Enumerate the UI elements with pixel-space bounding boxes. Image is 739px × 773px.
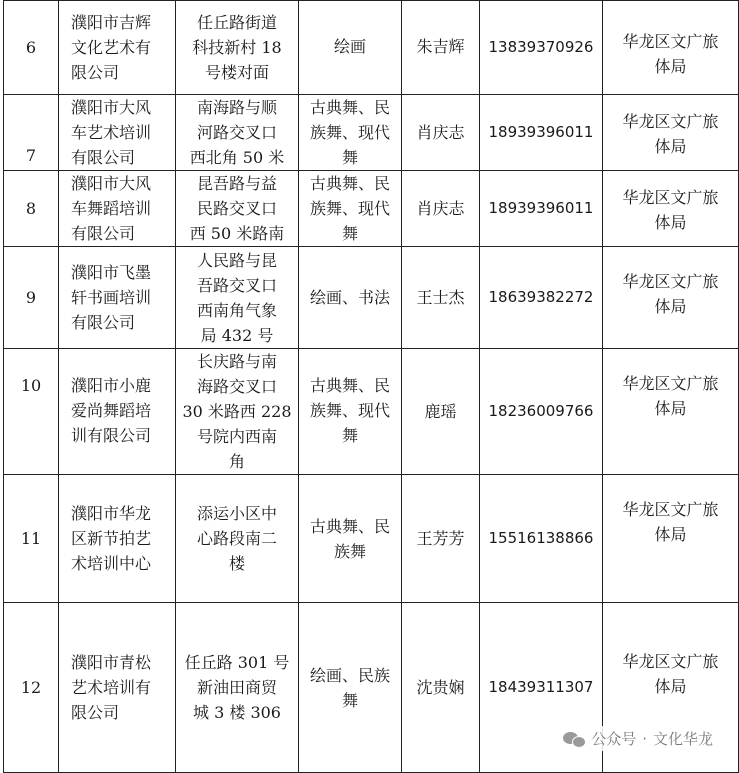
account-watermark xyxy=(559,726,717,751)
wechat-icon xyxy=(563,730,585,748)
table-row xyxy=(4,95,739,171)
address: 南海路与顺 河路交叉口 西北角 50 米 xyxy=(176,95,299,171)
organization-name: 濮阳市小鹿 爱尚舞蹈培 训有限公司 xyxy=(59,349,176,475)
address: 昆吾路与益 民路交叉口 西 50 米路南 xyxy=(176,171,299,247)
organization-name: 濮阳市大风 车艺术培训 有限公司 xyxy=(59,95,176,171)
table-row xyxy=(4,247,739,349)
organization-name: 濮阳市华龙 区新节拍艺 术培训中心 xyxy=(59,475,176,603)
row-number: 9 xyxy=(4,247,59,349)
department: 华龙区文广旅 体局 xyxy=(603,247,739,349)
department: 华龙区文广旅 体局 xyxy=(603,171,739,247)
category: 古典舞、民 族舞、现代 舞 xyxy=(299,171,402,247)
contact-person: 鹿瑶 xyxy=(402,349,480,475)
phone-number: 18639382272 xyxy=(480,247,603,349)
row-number: 10 xyxy=(4,349,59,475)
department: 华龙区文广旅 体局 xyxy=(603,1,739,95)
organization-name: 濮阳市大风 车舞蹈培训 有限公司 xyxy=(59,171,176,247)
category: 古典舞、民 族舞、现代 舞 xyxy=(299,349,402,475)
table-row xyxy=(4,1,739,95)
contact-person: 朱吉辉 xyxy=(402,1,480,95)
organization-name: 濮阳市飞墨 轩书画培训 有限公司 xyxy=(59,247,176,349)
table-row xyxy=(4,475,739,603)
row-number: 8 xyxy=(4,171,59,247)
phone-number: 18439311307 xyxy=(480,603,603,773)
watermark-separator: · xyxy=(642,729,647,748)
watermark-source-label: 公众号 xyxy=(591,730,637,748)
contact-person: 王士杰 xyxy=(402,247,480,349)
phone-number: 15516138866 xyxy=(480,475,603,603)
contact-person: 肖庆志 xyxy=(402,171,480,247)
row-number: 6 xyxy=(4,1,59,95)
category: 绘画、书法 xyxy=(299,247,402,349)
address: 添运小区中 心路段南二 楼 xyxy=(176,475,299,603)
contact-person: 肖庆志 xyxy=(402,95,480,171)
phone-number: 18236009766 xyxy=(480,349,603,475)
phone-number: 18939396011 xyxy=(480,171,603,247)
department: 华龙区文广旅 体局 xyxy=(603,95,739,171)
address: 任丘路街道 科技新村 18 号楼对面 xyxy=(176,1,299,95)
phone-number: 18939396011 xyxy=(480,95,603,171)
category: 绘画 xyxy=(299,1,402,95)
address: 人民路与昆 吾路交叉口 西南角气象 局 432 号 xyxy=(176,247,299,349)
contact-person: 王芳芳 xyxy=(402,475,480,603)
row-number: 7 xyxy=(4,95,59,171)
category: 古典舞、民 族舞 xyxy=(299,475,402,603)
watermark-account-name: 文化华龙 xyxy=(652,730,713,748)
organization-name: 濮阳市吉辉 文化艺术有 限公司 xyxy=(59,1,176,95)
address: 长庆路与南 海路交叉口 30 米路西 228 号院内西南 角 xyxy=(176,349,299,475)
address: 任丘路 301 号 新油田商贸 城 3 楼 306 xyxy=(176,603,299,773)
category: 绘画、民族 舞 xyxy=(299,603,402,773)
contact-person: 沈贵娴 xyxy=(402,603,480,773)
table-row xyxy=(4,171,739,247)
phone-number: 13839370926 xyxy=(480,1,603,95)
organization-name: 濮阳市青松 艺术培训有 限公司 xyxy=(59,603,176,773)
department: 华龙区文广旅 体局 xyxy=(603,349,739,475)
department: 华龙区文广旅 体局 xyxy=(603,475,739,603)
department: 华龙区文广旅 体局 xyxy=(603,603,739,773)
table-row xyxy=(4,349,739,475)
row-number: 11 xyxy=(4,475,59,603)
institution-table xyxy=(3,0,739,773)
category: 古典舞、民 族舞、现代 舞 xyxy=(299,95,402,171)
row-number: 12 xyxy=(4,603,59,773)
